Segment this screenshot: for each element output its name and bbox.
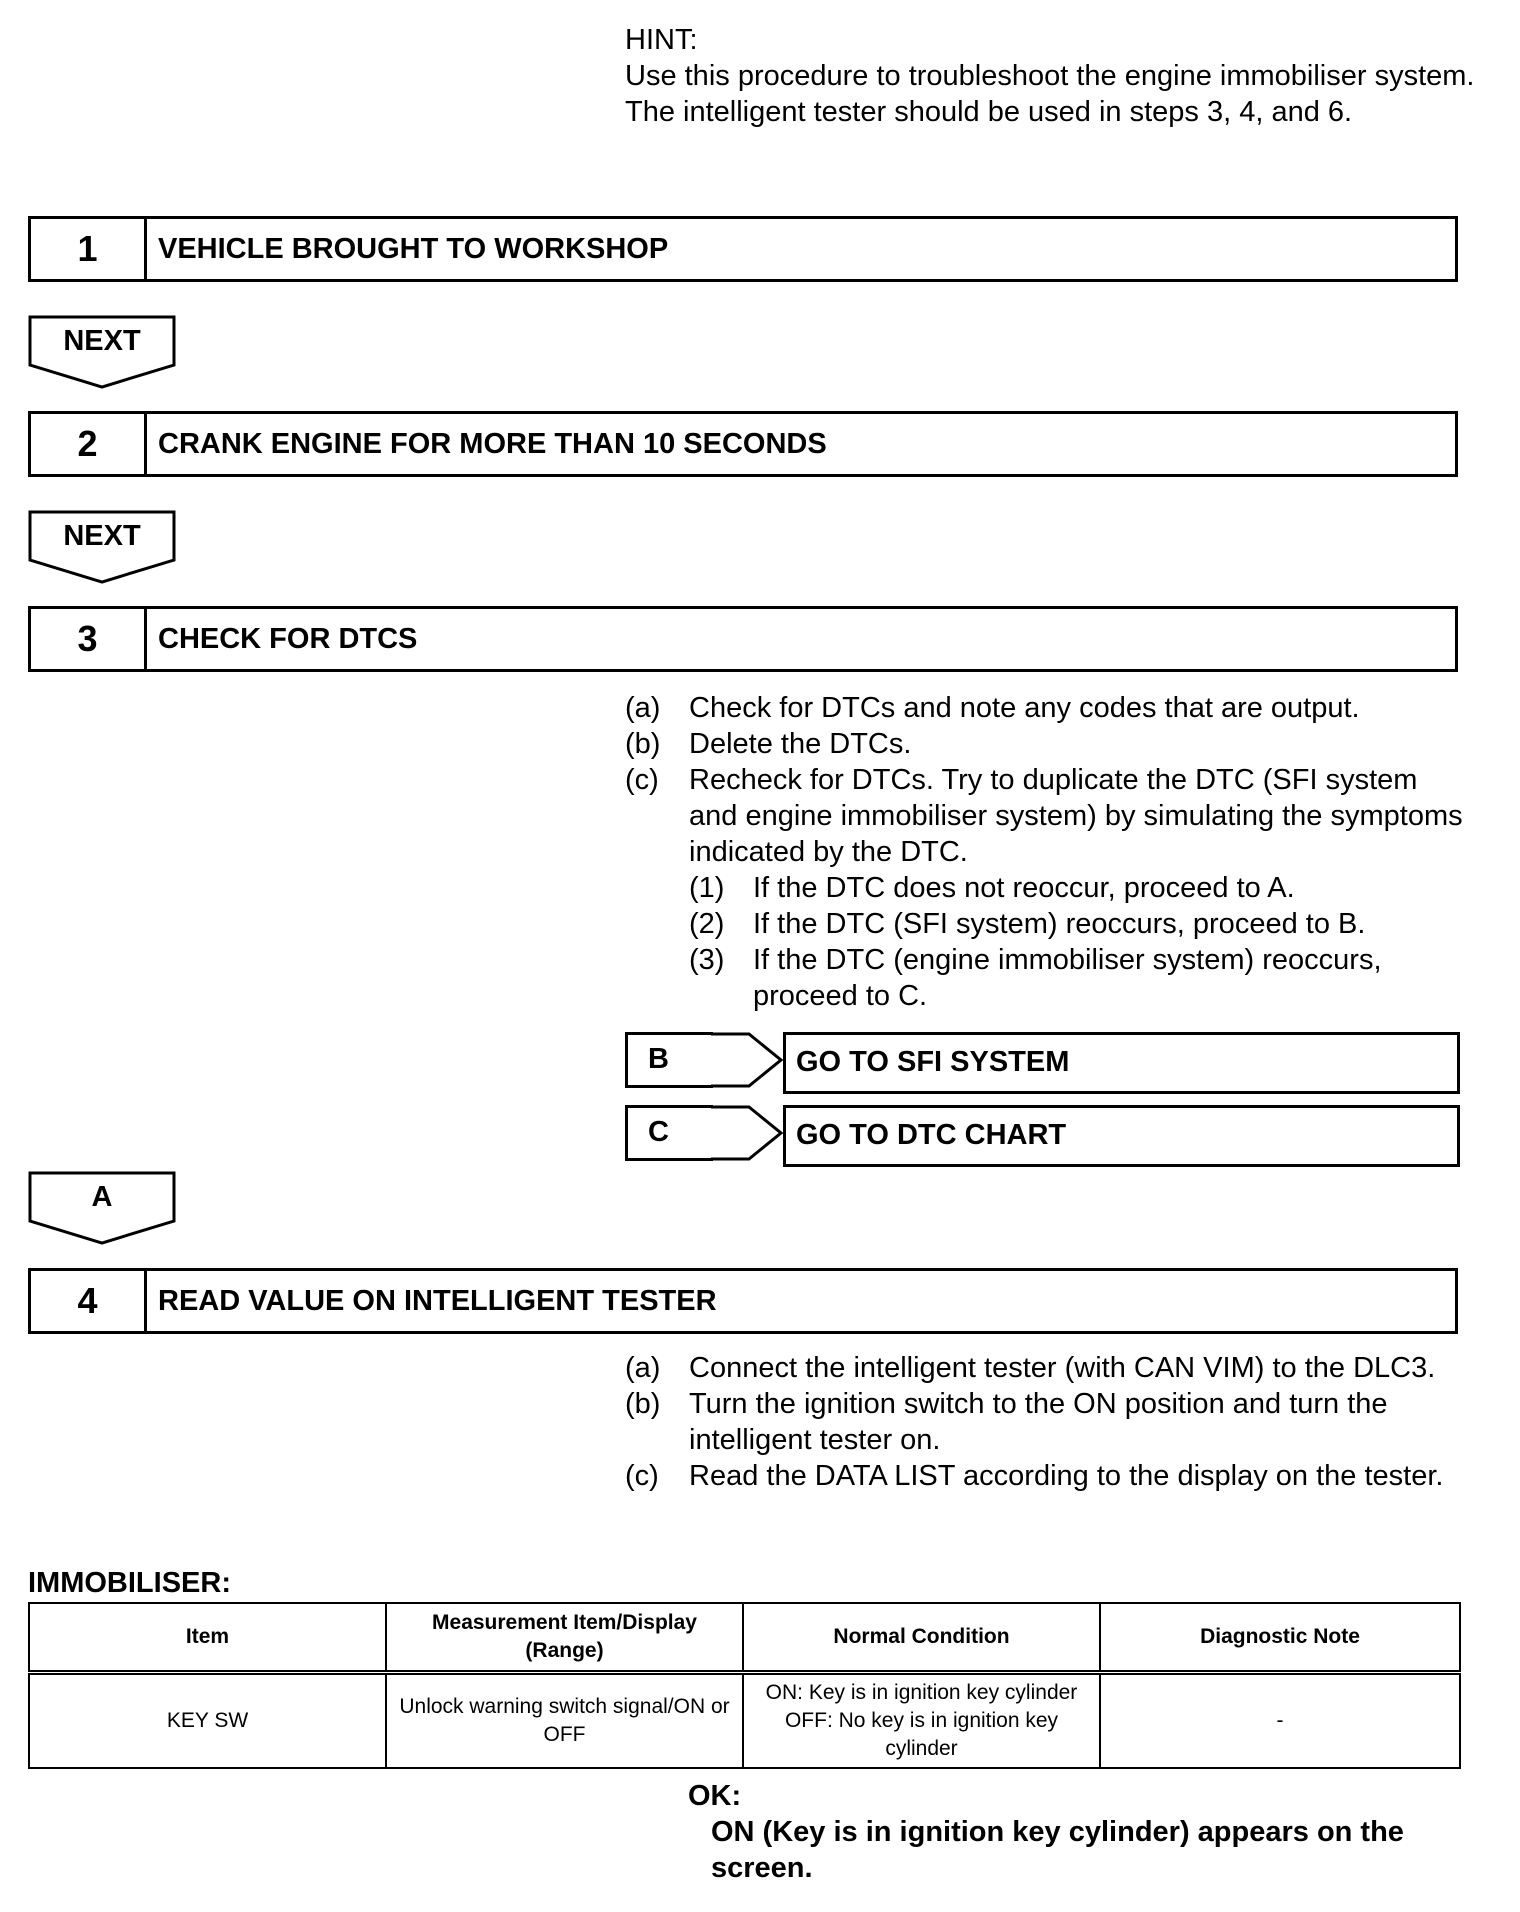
list-item [625,1350,1465,1386]
sub-list-item [689,942,1465,1014]
step-1-box [28,216,1458,282]
list-text: Recheck for DTCs. Try to duplicate the DTC (SFI system and engine immobiliser system) by simulating the symptoms indicated by the DTC. [689,764,1463,868]
branch-tag: C [625,1105,713,1161]
ok-value: ON (Key is in ignition key cylinder) appears on the screen. [711,1816,1404,1884]
list-item [625,1458,1465,1494]
list-marker: (a) [625,692,661,724]
branch-target: GO TO SFI SYSTEM [783,1032,1460,1094]
list-text: Connect the intelligent tester (with CAN VIM) to the DLC3. [689,1352,1436,1384]
hint-block [625,22,1485,130]
step-number: 4 [31,1271,147,1331]
list-item [625,690,1465,726]
next-label: NEXT [63,325,141,357]
list-text: If the DTC (SFI system) reoccurs, proceed to B. [753,908,1366,940]
list-item [625,1386,1465,1458]
branch-b [625,1032,1460,1094]
normal-off-text: OFF: No key is in ignition key cylinder [784,1709,1059,1760]
branch-c [625,1105,1460,1167]
next-label: NEXT [63,520,141,552]
list-marker: (3) [689,944,725,976]
list-marker: (2) [689,908,725,940]
list-item [625,726,1465,762]
step-title: READ VALUE ON INTELLIGENT TESTER [158,1284,717,1317]
step-title: CHECK FOR DTCS [158,622,418,655]
step-4-instructions [625,1350,1465,1494]
right-arrow-icon [709,1032,785,1090]
next-arrow-2 [28,510,176,584]
immobiliser-table [28,1602,1461,1769]
cell-measurement: Unlock warning switch signal/ON or OFF [386,1673,743,1769]
list-text: Read the DATA LIST according to the display on the tester. [689,1460,1444,1492]
hint-label: HINT: [625,24,698,56]
list-text: If the DTC does not reoccur, proceed to A. [753,872,1295,904]
step-title: CRANK ENGINE FOR MORE THAN 10 SECONDS [158,427,827,460]
list-marker: (1) [689,872,725,904]
hint-line-1: Use this procedure to troubleshoot the engine immobiliser system. [625,60,1475,92]
table-row [29,1673,1460,1769]
ok-block [688,1778,1468,1886]
step-title: VEHICLE BROUGHT TO WORKSHOP [158,232,669,265]
sub-list-item [689,906,1465,942]
branch-tag: B [625,1032,713,1088]
next-arrow-1 [28,315,176,389]
column-header: Normal Condition [743,1603,1100,1673]
hint-line-2: The intelligent tester should be used in steps 3, 4, and 6. [625,96,1353,128]
column-header: Measurement Item/Display (Range) [386,1603,743,1673]
cell-item: KEY SW [29,1673,386,1769]
step-3-instructions [625,690,1465,1014]
step-number: 3 [31,609,147,669]
list-marker: (b) [625,1388,661,1420]
list-marker: (c) [625,1460,659,1492]
list-item [625,762,1465,870]
sub-list-item [689,870,1465,906]
column-header: Diagnostic Note [1100,1603,1460,1673]
list-marker: (b) [625,728,661,760]
step-3-box [28,606,1458,672]
list-text: Turn the ignition switch to the ON position and turn the intelligent tester on. [689,1388,1388,1456]
table-title: IMMOBILISER: [28,1567,231,1599]
step-4-box [28,1268,1458,1334]
a-label: A [91,1181,113,1213]
step-2-box [28,411,1458,477]
branch-target: GO TO DTC CHART [783,1105,1460,1167]
right-arrow-icon [709,1105,785,1163]
column-header: Item [29,1603,386,1673]
step-number: 2 [31,414,147,474]
ok-label: OK: [688,1780,742,1812]
step-number: 1 [31,219,147,279]
table-header-row [29,1603,1460,1673]
a-arrow [28,1171,176,1245]
cell-diagnostic-note: - [1100,1673,1460,1769]
normal-on-text: ON: Key is in ignition key cylinder [765,1681,1078,1704]
list-text: Check for DTCs and note any codes that are output. [689,692,1360,724]
cell-normal-condition [743,1673,1100,1769]
list-marker: (a) [625,1352,661,1384]
list-text: If the DTC (engine immobiliser system) reoccurs, proceed to C. [753,944,1382,1012]
list-marker: (c) [625,764,659,796]
list-text: Delete the DTCs. [689,728,912,760]
